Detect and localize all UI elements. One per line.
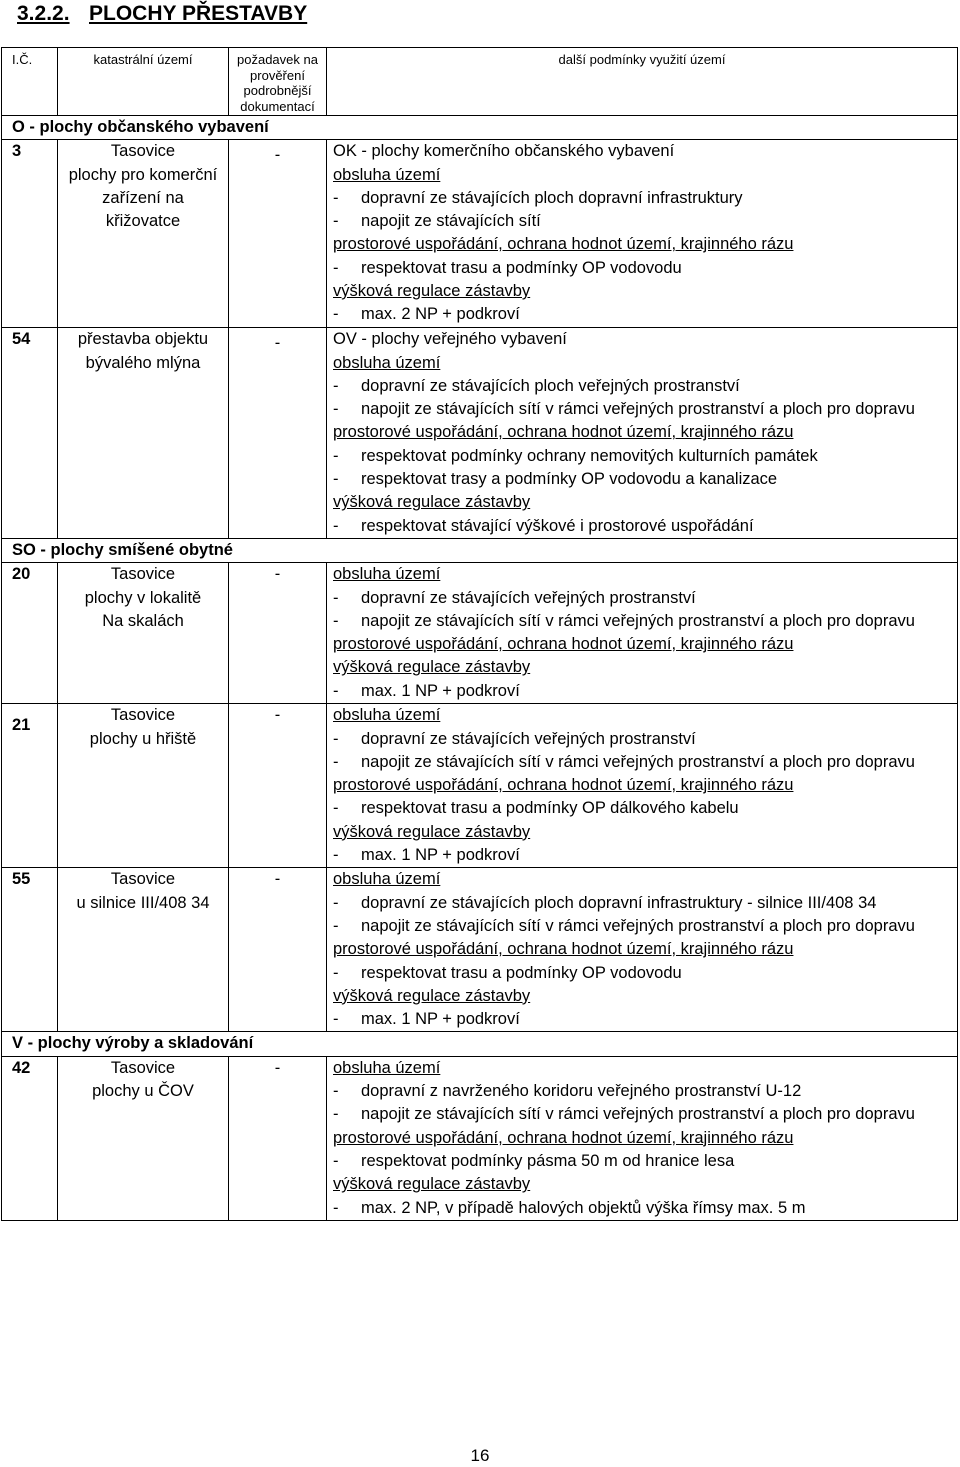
table-row xyxy=(2,328,958,539)
area-number: 55 xyxy=(2,868,58,1032)
condition-line xyxy=(333,375,957,398)
condition-text: napojit ze stávajících sítí xyxy=(361,212,541,231)
bullet-dash: - xyxy=(333,1151,339,1170)
condition-text: max. 2 NP + podkroví xyxy=(361,305,520,324)
requirement-value: - xyxy=(229,1056,327,1220)
condition-text: dopravní ze stávajících ploch veřejných prostranství xyxy=(361,376,740,395)
condition-heading: výšková regulace zástavby xyxy=(333,493,531,512)
area-line: bývalého mlýna xyxy=(85,353,201,372)
cadastral-area xyxy=(58,563,229,704)
condition-line xyxy=(333,656,957,679)
condition-line xyxy=(333,303,957,326)
condition-text: napojit ze stávajících sítí v rámci veřejných prostranství a ploch pro dopravu xyxy=(361,916,915,935)
bullet-dash: - xyxy=(333,611,339,630)
condition-line xyxy=(333,1080,957,1103)
condition-text: respektovat podmínky pásma 50 m od hranice lesa xyxy=(361,1151,735,1170)
condition-line xyxy=(333,915,957,938)
area-line: zařízení na xyxy=(102,188,184,207)
condition-heading: obsluha území xyxy=(333,706,441,725)
condition-heading: prostorové uspořádání, ochrana hodnot území, krajinného rázu xyxy=(333,776,794,795)
bullet-dash: - xyxy=(333,400,339,419)
condition-line xyxy=(333,352,957,375)
bullet-dash: - xyxy=(333,799,339,818)
condition-line xyxy=(333,257,957,280)
condition-text: respektovat trasu a podmínky OP vodovodu xyxy=(361,963,682,982)
condition-heading: prostorové uspořádání, ochrana hodnot území, krajinného rázu xyxy=(333,235,794,254)
cadastral-area xyxy=(58,1056,229,1220)
condition-line xyxy=(333,1150,957,1173)
condition-text: respektovat trasy a podmínky OP vodovodu a kanalizace xyxy=(361,470,778,489)
bullet-dash: - xyxy=(333,963,339,982)
condition-text: max. 2 NP, v případě halových objektů výška římsy max. 5 m xyxy=(361,1198,806,1217)
category-row xyxy=(2,538,958,562)
condition-line xyxy=(333,962,957,985)
header-requirement xyxy=(229,48,327,116)
condition-text: respektovat stávající výškové i prostorové uspořádání xyxy=(361,516,754,535)
area-line: u silnice III/408 34 xyxy=(76,893,210,912)
condition-text: respektovat trasu a podmínky OP vodovodu xyxy=(361,258,682,277)
area-number: 42 xyxy=(2,1056,58,1220)
condition-text: OV - plochy veřejného vybavení xyxy=(333,330,567,349)
condition-line xyxy=(333,328,957,351)
condition-heading: výšková regulace zástavby xyxy=(333,658,531,677)
bullet-dash: - xyxy=(333,1010,339,1029)
condition-line xyxy=(333,1008,957,1031)
condition-text: dopravní ze stávajících veřejných prostranství xyxy=(361,588,696,607)
bullet-dash: - xyxy=(333,212,339,231)
condition-heading: prostorové uspořádání, ochrana hodnot území, krajinného rázu xyxy=(333,635,794,654)
header-requirement-line: podrobnější xyxy=(243,83,312,98)
table-row xyxy=(2,704,958,868)
cadastral-area xyxy=(58,328,229,539)
condition-line xyxy=(333,398,957,421)
bullet-dash: - xyxy=(333,916,339,935)
requirement-value: - xyxy=(229,140,327,328)
section-heading xyxy=(17,2,307,26)
bullet-dash: - xyxy=(333,1105,339,1124)
page-number: 16 xyxy=(470,1446,490,1465)
bullet-dash: - xyxy=(333,1198,339,1217)
condition-line xyxy=(333,233,957,256)
condition-heading: prostorové uspořádání, ochrana hodnot území, krajinného rázu xyxy=(333,1128,794,1147)
condition-heading: výšková regulace zástavby xyxy=(333,282,531,301)
category-row xyxy=(2,1032,958,1056)
area-line: Tasovice xyxy=(110,565,176,584)
bullet-dash: - xyxy=(333,588,339,607)
condition-line xyxy=(333,1057,957,1080)
condition-heading: výšková regulace zástavby xyxy=(333,986,531,1005)
condition-line xyxy=(333,421,957,444)
area-line: přestavba objektu xyxy=(77,330,209,349)
condition-line xyxy=(333,892,957,915)
condition-line xyxy=(333,164,957,187)
area-line: křižovatce xyxy=(105,212,181,231)
condition-line xyxy=(333,985,957,1008)
bullet-dash: - xyxy=(333,516,339,535)
condition-heading: obsluha území xyxy=(333,353,441,372)
category-title: O - plochy občanského vybavení xyxy=(2,116,958,140)
condition-line xyxy=(333,821,957,844)
bullet-dash: - xyxy=(333,893,339,912)
condition-text: OK - plochy komerčního občanského vybavení xyxy=(333,142,675,161)
bullet-dash: - xyxy=(333,846,339,865)
requirement-value: - xyxy=(229,704,327,868)
header-number: I.Č. xyxy=(2,48,58,116)
area-line: Tasovice xyxy=(110,1058,176,1077)
condition-text: napojit ze stávajících sítí v rámci veřejných prostranství a ploch pro dopravu xyxy=(361,400,915,419)
condition-line xyxy=(333,633,957,656)
condition-line xyxy=(333,491,957,514)
area-line: Na skalách xyxy=(102,611,184,630)
area-line: plochy u hřiště xyxy=(89,729,197,748)
cadastral-area xyxy=(58,868,229,1032)
condition-text: napojit ze stávajících sítí v rámci veřejných prostranství a ploch pro dopravu xyxy=(361,1105,915,1124)
conditions-cell xyxy=(327,1056,958,1220)
category-title: SO - plochy smíšené obytné xyxy=(2,538,958,562)
condition-heading: obsluha území xyxy=(333,565,441,584)
conversion-areas-table xyxy=(1,47,958,1221)
bullet-dash: - xyxy=(333,258,339,277)
table-row xyxy=(2,1056,958,1220)
bullet-dash: - xyxy=(333,305,339,324)
requirement-value: - xyxy=(229,328,327,539)
condition-line xyxy=(333,280,957,303)
bullet-dash: - xyxy=(333,681,339,700)
condition-line xyxy=(333,868,957,891)
area-line: Tasovice xyxy=(110,870,176,889)
area-line: plochy v lokalitě xyxy=(84,588,202,607)
conditions-cell xyxy=(327,868,958,1032)
condition-line xyxy=(333,610,957,633)
requirement-value: - xyxy=(229,868,327,1032)
bullet-dash: - xyxy=(333,752,339,771)
table-row xyxy=(2,868,958,1032)
conditions-cell xyxy=(327,563,958,704)
section-title: PLOCHY PŘESTAVBY xyxy=(89,2,308,25)
condition-line xyxy=(333,468,957,491)
condition-text: max. 1 NP + podkroví xyxy=(361,846,520,865)
condition-line xyxy=(333,210,957,233)
condition-heading: prostorové uspořádání, ochrana hodnot území, krajinného rázu xyxy=(333,940,794,959)
condition-line xyxy=(333,1103,957,1126)
condition-text: max. 1 NP + podkroví xyxy=(361,681,520,700)
condition-line xyxy=(333,563,957,586)
bullet-dash: - xyxy=(333,470,339,489)
condition-heading: výšková regulace zástavby xyxy=(333,822,531,841)
category-row xyxy=(2,116,958,140)
condition-heading: výšková regulace zástavby xyxy=(333,1175,531,1194)
condition-text: dopravní ze stávajících veřejných prostranství xyxy=(361,729,696,748)
condition-text: respektovat podmínky ochrany nemovitých kulturních památek xyxy=(361,446,818,465)
area-line: plochy pro komerční xyxy=(68,165,218,184)
header-conditions: další podmínky využití území xyxy=(327,48,958,116)
condition-line xyxy=(333,797,957,820)
condition-line xyxy=(333,1173,957,1196)
condition-line xyxy=(333,1197,957,1220)
section-number: 3.2.2. xyxy=(17,2,70,25)
condition-text: respektovat trasu a podmínky OP dálkového kabelu xyxy=(361,799,739,818)
condition-text: max. 1 NP + podkroví xyxy=(361,1010,520,1029)
area-number: 54 xyxy=(2,328,58,539)
bullet-dash: - xyxy=(333,1082,339,1101)
condition-line xyxy=(333,187,957,210)
table-header-row xyxy=(2,48,958,116)
category-title: V - plochy výroby a skladování xyxy=(2,1032,958,1056)
condition-heading: obsluha území xyxy=(333,1058,441,1077)
cadastral-area xyxy=(58,140,229,328)
condition-text: dopravní ze stávajících ploch dopravní infrastruktury - silnice III/408 34 xyxy=(361,893,877,912)
conditions-cell xyxy=(327,704,958,868)
area-line: plochy u ČOV xyxy=(92,1082,194,1101)
condition-line xyxy=(333,587,957,610)
condition-line xyxy=(333,844,957,867)
condition-text: napojit ze stávajících sítí v rámci veřejných prostranství a ploch pro dopravu xyxy=(361,752,915,771)
condition-line xyxy=(333,751,957,774)
condition-text: dopravní z navrženého koridoru veřejného prostranství U-12 xyxy=(361,1082,802,1101)
condition-line xyxy=(333,140,957,163)
condition-heading: obsluha území xyxy=(333,165,441,184)
area-line: Tasovice xyxy=(110,142,176,161)
cadastral-area xyxy=(58,704,229,868)
header-cadastral-area: katastrální území xyxy=(58,48,229,116)
header-requirement-line: požadavek na xyxy=(237,52,318,67)
header-requirement-line: dokumentací xyxy=(240,98,315,114)
condition-line xyxy=(333,515,957,538)
area-number: 20 xyxy=(2,563,58,704)
conditions-cell xyxy=(327,328,958,539)
table-row xyxy=(2,140,958,328)
bullet-dash: - xyxy=(333,729,339,748)
bullet-dash: - xyxy=(333,376,339,395)
condition-heading: obsluha území xyxy=(333,870,441,889)
condition-text: napojit ze stávajících sítí v rámci veřejných prostranství a ploch pro dopravu xyxy=(361,611,915,630)
condition-heading: prostorové uspořádání, ochrana hodnot území, krajinného rázu xyxy=(333,423,794,442)
condition-line xyxy=(333,445,957,468)
header-requirement-line: prověření xyxy=(250,67,305,83)
conditions-cell xyxy=(327,140,958,328)
condition-line xyxy=(333,774,957,797)
area-number: 21 xyxy=(2,704,58,868)
area-line: Tasovice xyxy=(110,706,176,725)
condition-line xyxy=(333,938,957,961)
bullet-dash: - xyxy=(333,446,339,465)
bullet-dash: - xyxy=(333,188,339,207)
condition-line xyxy=(333,1127,957,1150)
table-row xyxy=(2,563,958,704)
area-number: 3 xyxy=(2,140,58,328)
requirement-value: - xyxy=(229,563,327,704)
condition-line xyxy=(333,680,957,703)
condition-text: dopravní ze stávajících ploch dopravní infrastruktury xyxy=(361,188,743,207)
condition-line xyxy=(333,728,957,751)
condition-line xyxy=(333,704,957,727)
